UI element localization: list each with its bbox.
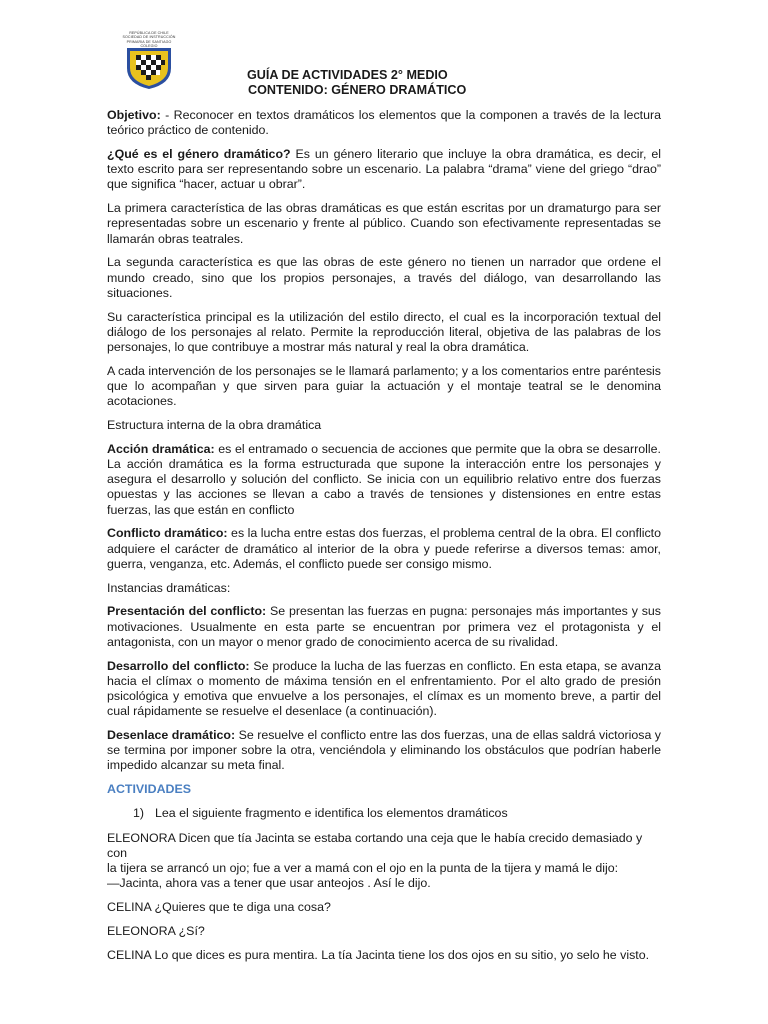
denouement-text: Se resuelve el conflicto entre las dos fuerzas, una de ellas saldrá victoriosa y se termina por imponer sobre la otra, venciéndola y eliminando los obstáculos que podrían haberle impedido alcanzar su meta final. [107, 728, 662, 773]
dialogue-line: la tijera se arrancó un ojo; fue a ver a mamá con el ojo en la punta de la tijera y mamá le dijo: [107, 861, 619, 876]
dramatic-conflict-text: es la lucha entre estas dos fuerzas, el problema central de la obra. El conflicto adquiere el carácter de dramático al interior de la obra y puede referirse a diversos temas: amor, guerra, venganza, etc. Además, el conflicto puede ser consigo mismo. [107, 526, 661, 571]
document-header [0, 68, 768, 98]
parlamento-paragraph: A cada intervención de los personajes se le llamará parlamento; y a los comentarios entre paréntesis que lo acompañan y que sirven para guiar la actuación y el montaje teatral se le denomina acotaciones. [107, 363, 661, 409]
presentation-label: Presentación del conflicto: [107, 604, 267, 619]
development-text: Se produce la lucha de las fuerzas en conflicto. En esta etapa, se avanza hacia el clímax o momento de máxima tensión en el enfrentamiento. Por el alto grado de presión psicológica y emotiva que envuelve a los personajes, el clímax es un momento breve, a partir del cual rápidamente se resuelve el desenlace (a continuación). [107, 658, 661, 719]
denouement-paragraph [107, 728, 661, 774]
dramatic-conflict-label: Conflicto dramático: [107, 526, 228, 541]
instances-heading: Instancias dramáticas: [107, 580, 231, 595]
logo-text-line: PRIMARIA DE SANTIAGO [126, 39, 172, 44]
dialogue-line: ELEONORA Dicen que tía Jacinta se estaba cortando una ceja que le había crecido demasiado y con [107, 830, 643, 860]
objective-text: - Reconocer en textos dramáticos los elementos que la componen a través de la lectura teórico práctico de contenido. [107, 108, 661, 138]
dramatic-conflict-paragraph [107, 526, 661, 572]
dialogue-eleonora-1 [107, 831, 661, 892]
definition-text: Es un género literario que incluye la obra dramática, es decir, el texto escrito para ser representando sobre un escenario. La palabra “drama” viene del griego “drao” que significa “hacer, actuar u obrar”. [107, 147, 661, 192]
main-characteristic-paragraph: Su característica principal es la utilización del estilo directo, el cual es la incorporación textual del diálogo de los personajes al relato. Permite la reproducción literal, objetiva de las palabras de los personajes, lo que contribuye a mostrar más natural y real la obra dramática. [107, 309, 661, 355]
activities-heading: ACTIVIDADES [107, 782, 191, 797]
dialogue-eleonora-2: ELEONORA ¿Sí? [107, 924, 205, 939]
denouement-label: Desenlace dramático: [107, 728, 236, 743]
structure-heading: Estructura interna de la obra dramática [107, 418, 322, 433]
logo-text-line: COLEGIO [140, 44, 158, 49]
presentation-text: Se presentan las fuerzas en pugna: personajes más importantes y sus motivaciones. Usualmente en esta parte se encuentran por primera vez el protagonista y el antagonista, con un mayor o menor grado de conocimiento acerca de su rivalidad. [107, 604, 662, 649]
document-body [107, 108, 661, 972]
objective-paragraph [107, 108, 661, 138]
dialogue-celina-2: CELINA Lo que dices es pura mentira. La tía Jacinta tiene los dos ojos en su sitio, yo selo he visto. [107, 948, 650, 963]
first-characteristic-paragraph: La primera característica de las obras dramáticas es que están escritas por un dramaturgo para ser representadas sobre un escenario y frente al público. Cuando son efectivamente representadas se llamarán obras teatrales. [107, 201, 661, 246]
logo-text-line: REPÚBLICA DE CHILE [129, 31, 169, 35]
activity-number: 1) [133, 806, 145, 821]
header-title: GUÍA DE ACTIVIDADES 2° MEDIO [247, 68, 448, 82]
dramatic-action-label: Acción dramática: [107, 441, 215, 456]
definition-paragraph [107, 147, 661, 193]
logo-text-line: SOCIEDAD DE INSTRUCCIÓN [122, 35, 176, 40]
dramatic-action-paragraph [107, 442, 661, 518]
dialogue-line: —Jacinta, ahora vas a tener que usar anteojos . Así le dijo. [107, 876, 431, 891]
dialogue-celina-1: CELINA ¿Quieres que te diga una cosa? [107, 900, 331, 915]
development-paragraph [107, 659, 661, 720]
second-characteristic-paragraph: La segunda característica es que las obras de este género no tienen un narrador que ordene el mundo creado, sino que los propios personajes, a través del diálogo, van desarrollando las situaciones. [107, 255, 661, 300]
development-label: Desarrollo del conflicto: [107, 658, 250, 673]
presentation-paragraph [107, 604, 661, 650]
header-subtitle: CONTENIDO: GÉNERO DRAMÁTICO [248, 83, 467, 97]
definition-label: ¿Qué es el género dramático? [107, 147, 291, 161]
dramatic-action-text: es el entramado o secuencia de acciones que permite que la obra se desarrolle. La acción dramática es la forma estructurada que supone la interacción entre los personajes y asegura el desarrollo y solución del conflicto. Se inicia con un equilibrio relativo entre dos fuerzas opuestas y las acciones se llevan a cabo a través de tensiones y distensiones en entre estas fuerzas, las que están en conflicto [107, 441, 662, 517]
activity-text: Lea el siguiente fragmento e identifica los elementos dramáticos [155, 806, 508, 821]
objective-label: Objetivo: [107, 108, 161, 122]
activity-item-1 [107, 806, 661, 821]
